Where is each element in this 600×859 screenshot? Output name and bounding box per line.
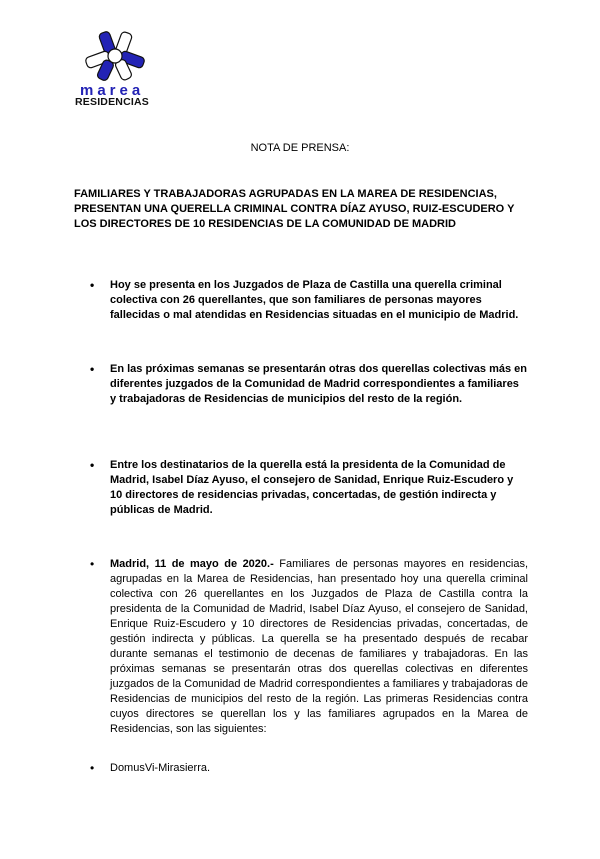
headline: FAMILIARES Y TRABAJADORAS AGRUPADAS EN LA MAREA DE RESIDENCIAS, PRESENTAN UNA QUERELLA CRIMINAL CONTRA DÍAZ AYUSO, RUIZ-ESCUDERO Y LOS DIRECTORES DE 10 RESIDENCIAS DE LA COMUNIDAD DE MADRID [74, 188, 515, 230]
hands-emblem-icon [82, 30, 146, 84]
body-paragraph [110, 557, 528, 737]
residence-list-item: • DomusVi-Mirasierra. [110, 761, 528, 776]
logo-word: marea [80, 82, 145, 99]
logo-subtitle: RESIDENCIAS [75, 96, 149, 108]
marea-residencias-logo [74, 30, 154, 110]
press-release-label: NOTA DE PRENSA: [250, 142, 350, 154]
dateline: Madrid, 11 de mayo de 2020.- [110, 558, 274, 570]
summary-bullet-2: • En las próximas semanas se presentarán otras dos querellas colectivas más en diferentes juzgados de la Comunidad de Madrid correspondientes a familiares y trabajadoras de Residencias de municipios del resto de la región. [110, 362, 528, 407]
body-text: Familiares de personas mayores en residencias, agrupadas en la Marea de Residencias, han presentado hoy una querella criminal colectiva con 26 querellantes en los Juzgados de Plaza de Castilla contra la presidenta de la Comunidad de Madrid, Isabel Díaz Ayuso, el consejero de Sanidad, Enrique Ruiz-Escudero y 10 directores de Residencias privadas, concertadas, de gestión indirecta y públicas. La querella se ha presentado después de recabar durante semanas el testimonio de decenas de familiares y trabajadoras. En las próximas semanas se presentarán otras dos querellas colectivas en diferentes juzgados de la Comunidad de Madrid correspondientes a familiares y trabajadoras de Residencias de municipios del resto de la región. Las primeras Residencias contra cuyos directores se querellan los y las familiares agrupados en la Marea de Residencias, son las siguientes: [110, 558, 528, 735]
summary-bullet-1: • Hoy se presenta en los Juzgados de Plaza de Castilla una querella criminal colectiva con 26 querellantes, que son familiares de personas mayores fallecidas o mal atendidas en Residencias situadas en el municipio de Madrid. [110, 278, 528, 323]
summary-bullet-3: • Entre los destinatarios de la querella está la presidenta de la Comunidad de Madrid, Isabel Díaz Ayuso, el consejero de Sanidad, Enrique Ruiz-Escudero y 10 directores de residencias privadas, concertadas, de gestión indirecta y públicas de Madrid. [110, 458, 528, 518]
